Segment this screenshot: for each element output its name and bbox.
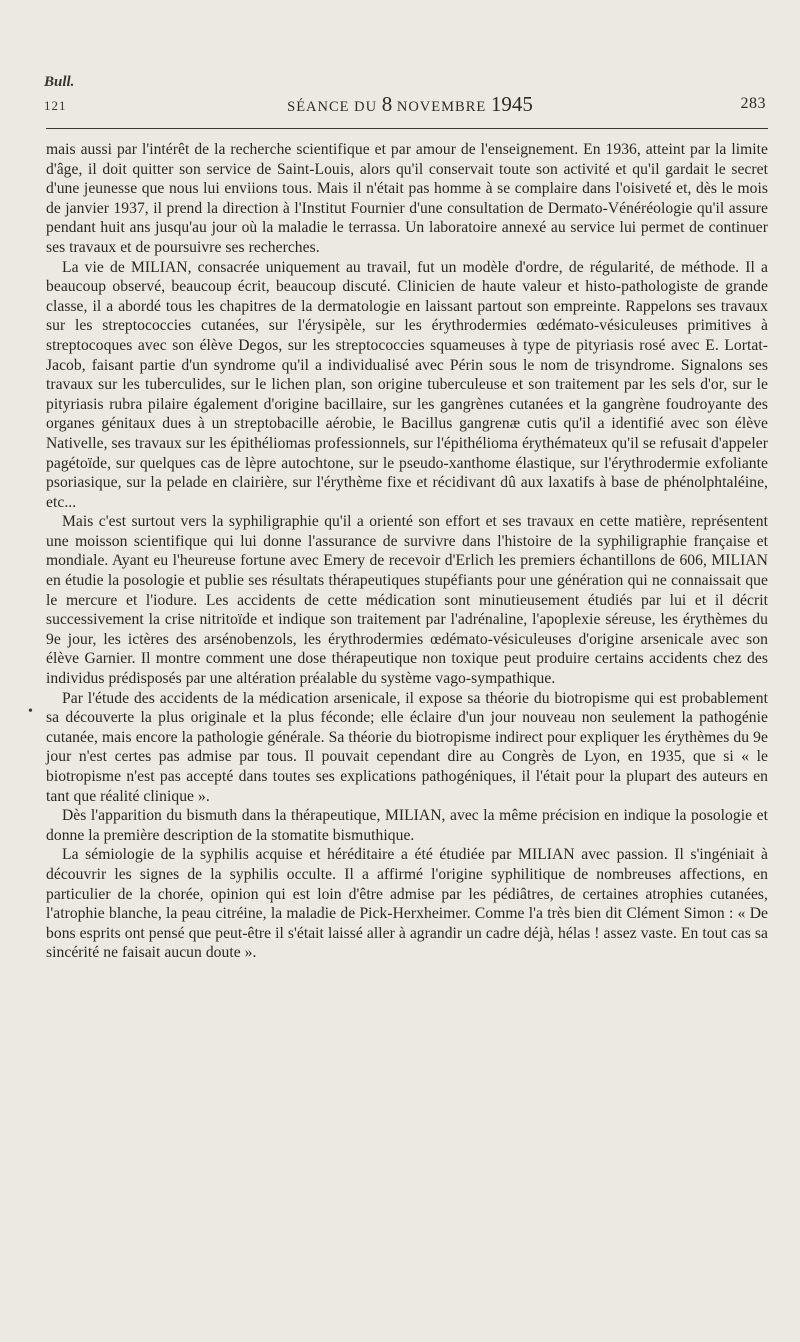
- margin-number: 121: [44, 98, 67, 113]
- paragraph-continuation: mais aussi par l'intérêt de la recherche scientifique et par amour de l'enseignement. En 1936, atteint par la limite d'âge, il doit quitter son service de Saint-Louis, alors qu'il conservait toute son activité et qu'il gardait le secret d'une jeunesse que nous lui enviions tous. Mais il n'était pas homme à se complaire dans l'oisiveté et, dès le mois de janvier 1937, il prend la direction à l'Institut Fournier d'une consultation de Dermato-Vénéréologie qu'il assure pendant huit ans jusqu'au jour où la maladie le terrassa. Un laboratoire annexé au service lui permet de continuer ses travaux et de poursuivre ses recherches.: [46, 141, 768, 256]
- page-number: 283: [740, 95, 766, 112]
- seance-month: NOVEMBRE: [396, 99, 487, 115]
- article-body: [46, 140, 768, 963]
- paragraph-syphiligraphy: Mais c'est surtout vers la syphiligraphie qu'il a orienté son effort et ses travaux en cette matière, représentent une moisson scientifique qui lui donne l'assurance de survivre dans l'histoire de la syphiligraphie française et mondiale. Ayant eu l'heureuse fortune avec Emery de recevoir d'Erlich les premiers échantillons de 606, MILIAN en étudie la posologie et publie ses résultats thérapeutiques stupéfiants pour une génération qui ne connaissait que le mercure et l'iodure. Les accidents de cette médication sont minutieusement étudiés par lui et il décrit successivement la crise nitritoïde et indique son traitement par l'adrénaline, l'apoplexie séreuse, les érythèmes du 9e jour, les ictères des arsénobenzols, les érythrodermies œdémato-vésiculeuses d'origine arsenicale avec son élève Garnier. Il montre comment une dose thérapeutique non toxique peut produire certains accidents chez des individus prédisposés par une altération préalable du système vago-sympathique.: [46, 513, 768, 688]
- margin-bullet: •: [28, 704, 33, 719]
- seance-prefix: SÉANCE DU: [287, 99, 378, 115]
- paragraph-biotropism: Par l'étude des accidents de la médication arsenicale, il expose sa théorie du biotropisme qui est probablement sa découverte la plus originale et la plus féconde; elle éclaire d'un jour nouveau non seulement la pathogénie cutanée, mais encore la pathologie générale. Sa théorie du biotropisme indirect pour expliquer les érythèmes du 9e jour n'est certes pas admise par tous. Il pouvait cependant dire au Congrès de Lyon, en 1935, que si « le biotropisme n'est pas accepté dans toutes ses explications pathogéniques, il l'était pour la plupart des auteurs en tant que réalité clinique ».: [46, 689, 768, 805]
- header-rule: [46, 128, 768, 129]
- running-head: [260, 92, 560, 117]
- seance-day: 8: [381, 92, 393, 116]
- paragraph-semiology: La sémiologie de la syphilis acquise et héréditaire a été étudiée par MILIAN avec passion. Il s'ingéniait à découvrir les signes de la syphilis occulte. Il a affirmé l'origine syphilitique de nombreuses affections, en particulier de la chorée, opinion qui est loin d'être admise par les pédiâtres, de certaines atrophies cutanées, l'atrophie blanche, la peau citréine, la maladie de Pick-Herxheimer. Comme l'a très bien dit Clément Simon : « De bons esprits ont pensé que peut-être il s'était laissé aller à agrandir un cadre déjà, hélas ! assez vaste. En tout cas sa sincérité ne faisait aucun doute ».: [46, 846, 768, 962]
- margin-note: Bull.: [44, 74, 75, 90]
- seance-year: 1945: [490, 92, 533, 116]
- paragraph-bismuth: Dès l'apparition du bismuth dans la thérapeutique, MILIAN, avec la même précision en indique la posologie et donne la première description de la stomatite bismuthique.: [46, 807, 768, 844]
- paragraph-dermatology-work: La vie de MILIAN, consacrée uniquement au travail, fut un modèle d'ordre, de régularité, de méthode. Il a beaucoup observé, beaucoup écrit, beaucoup discuté. Clinicien de haute valeur et histo-pathologiste de grande classe, il a abordé tous les chapitres de la dermatologie en laissant partout son empreinte. Rappelons ses travaux sur les streptococcies cutanées, sur l'érysipèle, sur les érythrodermies œdémato-vésiculeuses primitives à streptocoques avec son élève Degos, sur les streptococcies squameuses à type de pityriasis rosé avec E. Lortat-Jacob, faisant partie d'un syndrome qu'il a individualisé avec Périn sous le nom de trisyndrome. Signalons ses travaux sur les tuberculides, sur le lichen plan, son origine tuberculeuse et son traitement par les sels d'or, sur le pityriasis rubra pilaire également d'origine bacillaire, sur les gangrènes cutanées et la gangrène foudroyante des organes génitaux dues à un streptobacille aérobie, le Bacillus gangrenæ cutis qu'il a identifié avec son élève Nativelle, ses travaux sur les épithéliomas professionnels, sur l'épithélioma érythémateux qu'il se refusait d'appeler pagétoïde, sur quelques cas de lèpre autochtone, sur le pseudo-xanthome élastique, sur l'érythrodermie exfoliante psoriasique, sur la pelade en clairière, sur l'érythème fixe et récidivant dû aux laxatifs à base de phénolphtaléine, etc...: [46, 258, 768, 511]
